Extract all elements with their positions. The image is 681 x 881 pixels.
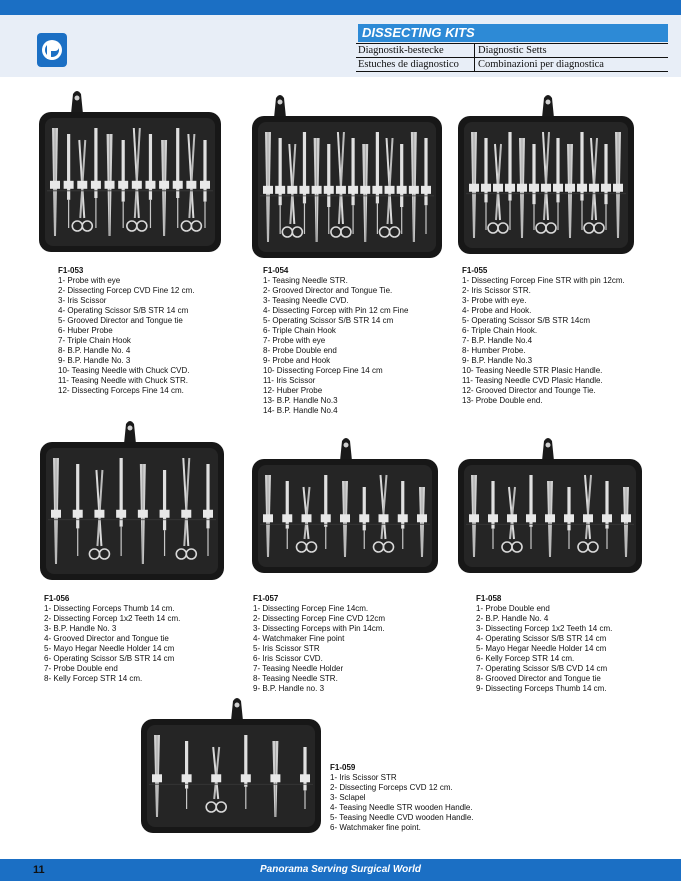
kit-item: 6- Watchmaker fine point.	[330, 823, 421, 832]
kit-item: 4- Watchmaker Fine point	[253, 634, 345, 643]
kit-item: 3- Dissecting Forceps with Pin 14cm.	[253, 624, 385, 633]
kit-item: 14- B.P. Handle No.4	[263, 406, 338, 415]
kit-item: 5- Operating Scissor S/B STR 14 cm	[263, 316, 394, 325]
kit-item: 8- Kelly Forcep STR 14 cm.	[44, 674, 143, 683]
kit-caption	[476, 594, 612, 694]
kit-item: 5- Teasing Needle CVD wooden Handle.	[330, 813, 474, 822]
kit-item: 8- B.P. Handle No. 4	[58, 346, 131, 355]
page-title: DISSECTING KITS	[358, 24, 668, 42]
kit-item-list	[263, 276, 408, 416]
kit-item: 4- Operating Scissor S/B STR 14 cm	[58, 306, 189, 315]
kit-item: 3- Iris Scissor	[58, 296, 107, 305]
kit-caption	[462, 266, 625, 406]
company-logo	[37, 33, 67, 67]
kit-caption	[330, 763, 474, 833]
kit-item: 8- Teasing Needle STR.	[253, 674, 338, 683]
footer-tagline: Panorama Serving Surgical World	[260, 864, 421, 875]
top-bar	[0, 0, 681, 15]
kit-item: 6- Iris Scissor CVD.	[253, 654, 323, 663]
kit-item: 11- Teasing Needle with Chuck STR.	[58, 376, 188, 385]
kit-item: 3- B.P. Handle No. 3	[44, 624, 117, 633]
kit-item: 5- Iris Scissor STR	[253, 644, 320, 653]
kit-item: 9- Probe and Hook	[263, 356, 331, 365]
kit-code: F1-059	[330, 763, 356, 772]
kit-case-illustration	[38, 418, 226, 582]
kit-item: 12- Dissecting Forceps Fine 14 cm.	[58, 386, 184, 395]
kit-item: 9- B.P. Handle No. 3	[58, 356, 131, 365]
kit-item: 7- B.P. Handle No.4	[462, 336, 533, 345]
kit-item: 11- Teasing Needle CVD Plasic Handle.	[462, 376, 603, 385]
kit-item-list	[330, 773, 474, 833]
kit-item: 1- Dissecting Forceps Thumb 14 cm.	[44, 604, 175, 613]
kit-item: 2- Dissecting Forcep Fine CVD 12cm	[253, 614, 386, 623]
kit-item: 13- Probe Double end.	[462, 396, 543, 405]
kit-caption	[58, 266, 195, 396]
kit-photo	[456, 435, 644, 575]
kit-item-list	[44, 604, 180, 684]
kit-item: 1- Dissecting Forcep Fine STR with pin 12cm.	[462, 276, 625, 285]
kit-item: 1- Iris Scissor STR	[330, 773, 397, 782]
kit-caption	[263, 266, 408, 416]
kit-item: 7- Triple Chain Hook	[58, 336, 131, 345]
kit-item: 3- Teasing Needle CVD.	[263, 296, 349, 305]
title-german: Diagnostik-bestecke	[358, 45, 444, 56]
kit-item: 3- Sclapel	[330, 793, 366, 802]
header-column-divider	[474, 43, 475, 71]
footer	[0, 859, 681, 881]
kit-item: 7- Teasing Needle Holder	[253, 664, 344, 673]
kit-code: F1-055	[462, 266, 488, 275]
kit-item: 3- Probe with eye.	[462, 296, 527, 305]
kit-photo	[38, 418, 226, 582]
kit-case-illustration	[250, 92, 444, 260]
kit-item: 5- Operating Scissor S/B STR 14cm	[462, 316, 591, 325]
kit-item: 2- Dissecting Forceps CVD 12 cm.	[330, 783, 453, 792]
kit-item: 9- B.P. Handle No.3	[462, 356, 533, 365]
kit-item: 1- Probe with eye	[58, 276, 121, 285]
kit-item-list	[58, 276, 195, 396]
kit-code: F1-057	[253, 594, 279, 603]
kit-item-list	[253, 604, 385, 694]
title-italian: Combinazioni per diagnostica	[478, 59, 604, 70]
kit-item: 2- Iris Scissor STR.	[462, 286, 531, 295]
kit-item: 4- Operating Scissor S/B STR 14 cm	[476, 634, 607, 643]
title-spanish: Estuches de diagnostico	[358, 59, 459, 70]
kit-item: 8- Grooved Director and Tongue tie	[476, 674, 601, 683]
kit-item-list	[462, 276, 625, 406]
kit-item: 8- Humber Probe.	[462, 346, 526, 355]
kit-item: 3- Dissecting Forcep 1x2 Teeth 14 cm.	[476, 624, 613, 633]
kit-item: 13- B.P. Handle No.3	[263, 396, 338, 405]
kit-item-list	[476, 604, 612, 694]
kit-item: 6- Huber Probe	[58, 326, 113, 335]
kit-case-illustration	[139, 695, 323, 835]
kit-item: 12- Grooved Director and Tounge Tie.	[462, 386, 596, 395]
kit-item: 2- B.P. Handle No. 4	[476, 614, 549, 623]
kit-item: 9- B.P. Handle no. 3	[253, 684, 325, 693]
kit-case-illustration	[250, 435, 440, 575]
kit-item: 6- Kelly Forcep STR 14 cm.	[476, 654, 575, 663]
kit-item: 2- Grooved Director and Tongue Tie.	[263, 286, 393, 295]
kit-item: 4- Teasing Needle STR wooden Handle.	[330, 803, 473, 812]
kit-item: 9- Dissecting Forceps Thumb 14 cm.	[476, 684, 607, 693]
header-divider	[356, 71, 668, 72]
kit-photo	[139, 695, 323, 835]
kit-code: F1-054	[263, 266, 289, 275]
kit-item: 1- Probe Double end	[476, 604, 550, 613]
kit-photo	[37, 88, 223, 254]
kit-code: F1-056	[44, 594, 70, 603]
kit-item: 8- Probe Double end	[263, 346, 337, 355]
kit-item: 7- Operating Scissor S/B CVD 14 cm	[476, 664, 608, 673]
kit-item: 7- Probe Double end	[44, 664, 118, 673]
kit-code: F1-058	[476, 594, 502, 603]
kit-item: 4- Dissecting Forcep with Pin 12 cm Fine	[263, 306, 409, 315]
kit-item: 5- Mayo Hegar Needle Holder 14 cm	[476, 644, 607, 653]
kit-item: 7- Probe with eye	[263, 336, 326, 345]
kit-item: 2- Dissecting Forcep CVD Fine 12 cm.	[58, 286, 195, 295]
kit-item: 1- Dissecting Forcep Fine 14cm.	[253, 604, 369, 613]
kit-item: 11- Iris Scissor	[263, 376, 316, 385]
kit-item: 6- Triple Chain Hook	[263, 326, 336, 335]
kit-item: 5- Mayo Hegar Needle Holder 14 cm	[44, 644, 175, 653]
kit-item: 10- Teasing Needle STR Plasic Handle.	[462, 366, 603, 375]
kit-item: 10- Teasing Needle with Chuck CVD.	[58, 366, 190, 375]
kit-case-illustration	[37, 88, 223, 254]
kit-caption	[44, 594, 180, 684]
page-number: 11	[33, 864, 45, 876]
kit-item: 4- Probe and Hook.	[462, 306, 532, 315]
kit-item: 2- Dissecting Forcep 1x2 Teeth 14 cm.	[44, 614, 181, 623]
kit-code: F1-053	[58, 266, 84, 275]
kit-caption	[253, 594, 385, 694]
kit-item: 12- Huber Probe	[263, 386, 323, 395]
kit-item: 6- Operating Scissor S/B STR 14 cm	[44, 654, 175, 663]
kit-photo	[250, 435, 440, 575]
kit-case-illustration	[456, 92, 636, 256]
kit-item: 10- Dissecting Forcep Fine 14 cm	[263, 366, 383, 375]
kit-photo	[456, 92, 636, 256]
kit-item: 6- Triple Chain Hook.	[462, 326, 538, 335]
kit-item: 5- Grooved Director and Tongue tie	[58, 316, 183, 325]
title-english: Diagnostic Setts	[478, 45, 547, 56]
kit-item: 4- Grooved Director and Tongue tie	[44, 634, 169, 643]
kit-photo	[250, 92, 444, 260]
kit-case-illustration	[456, 435, 644, 575]
kit-item: 1- Teasing Needle STR.	[263, 276, 348, 285]
